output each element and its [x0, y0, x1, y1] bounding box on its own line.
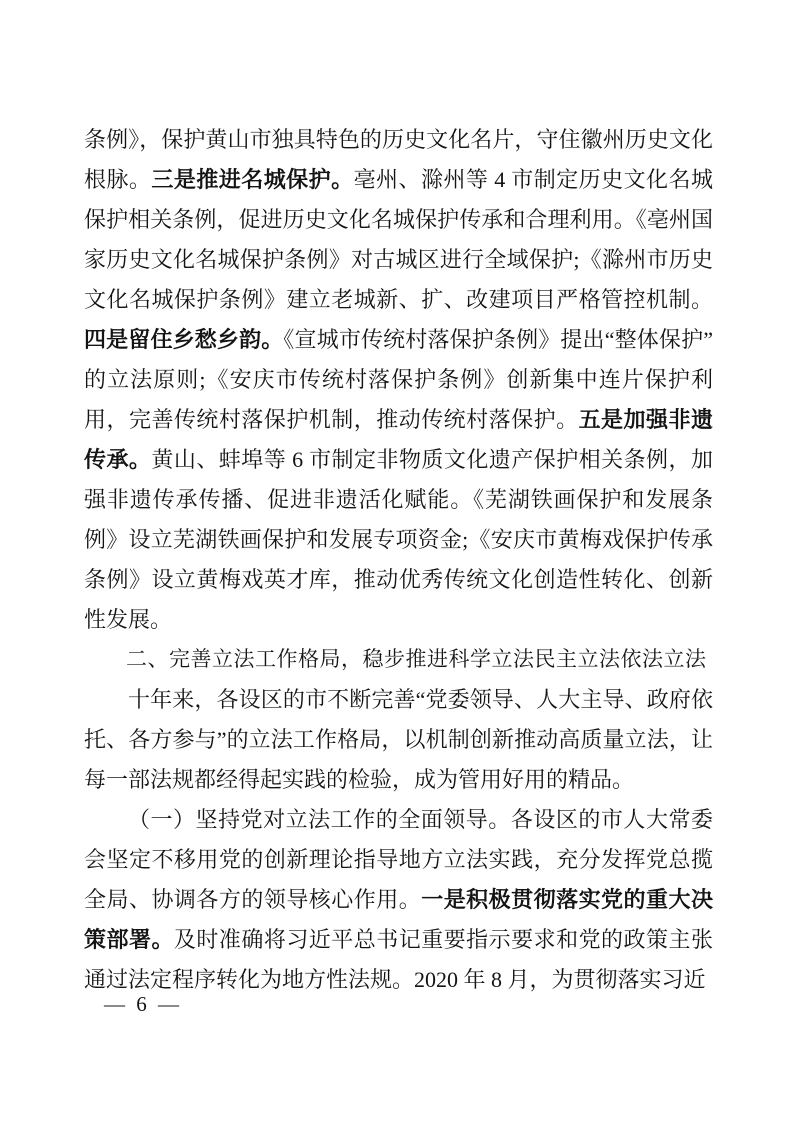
text-segment-bold: 五是加强非遗传承。	[84, 407, 713, 472]
para-culture-protection	[84, 120, 713, 640]
text-segment-normal: 亳州、滁州等 4 市制定历史文化名城保护相关条例，促进历史文化名城保护传承和合理利用。《亳州国家历史文化名城保护条例》对古城区进行全域保护;《滁州市历史文化名城保护条例》建立老城新、扩、改建项目严格管控机制。	[84, 167, 713, 312]
text-segment-normal: 及时准确将习近平总书记重要指示要求和党的政策主张通过法定程序转化为地方性法规。2020 年 8 月，为贯彻落实习近	[84, 927, 713, 992]
text-segment-normal: 条例》，保护黄山市独具特色的历史文化名片，守住徽州历史文化根脉。	[84, 127, 713, 192]
text-segment-normal: 十年来，各设区的市不断完善“党委领导、人大主导、政府依托、各方参与”的立法工作格局，以机制创新推动高质量立法，让每一部法规都经得起实践的检验，成为管用好用的精品。	[84, 687, 713, 792]
text-segment-normal: 各设区的市人大常委会坚定不移用党的创新理论指导地方立法实践，充分发挥党总揽全局、协调各方的领导核心作用。	[84, 807, 713, 912]
text-segment-bold: 四是留住乡愁乡韵。	[84, 327, 284, 352]
text-segment-kai: （一）坚持党对立法工作的全面领导。	[128, 807, 511, 832]
document-body	[84, 120, 713, 1000]
text-segment-normal: 黄山、蚌埠等 6 市制定非物质文化遗产保护相关条例，加强非遗传承传播、促进非遗活化赋能。《芜湖铁画保护和发展条例》设立芜湖铁画保护和发展专项资金;《安庆市黄梅戏保护传承条例》设立黄梅戏英才库，推动优秀传统文化创造性转化、创新性发展。	[84, 447, 713, 632]
text-segment-bold: 三是推进名城保护。	[151, 167, 354, 192]
para-party-leadership	[84, 800, 713, 1000]
para-decade-overview	[84, 680, 713, 800]
text-segment-bold: 一是积极贯彻落实党的重大决策部署。	[84, 887, 713, 952]
page-number: — 6 —	[104, 992, 182, 1016]
section-heading-2	[84, 640, 713, 680]
page-footer	[104, 992, 182, 1017]
text-segment-normal: 《宣城市传统村落保护条例》提出“整体保护”的立法原则;《安庆市传统村落保护条例》创新集中连片保护利用，完善传统村落保护机制，推动传统村落保护。	[84, 327, 713, 432]
text-segment-normal: 二、完善立法工作格局，稳步推进科学立法民主立法依法立法	[126, 648, 707, 671]
